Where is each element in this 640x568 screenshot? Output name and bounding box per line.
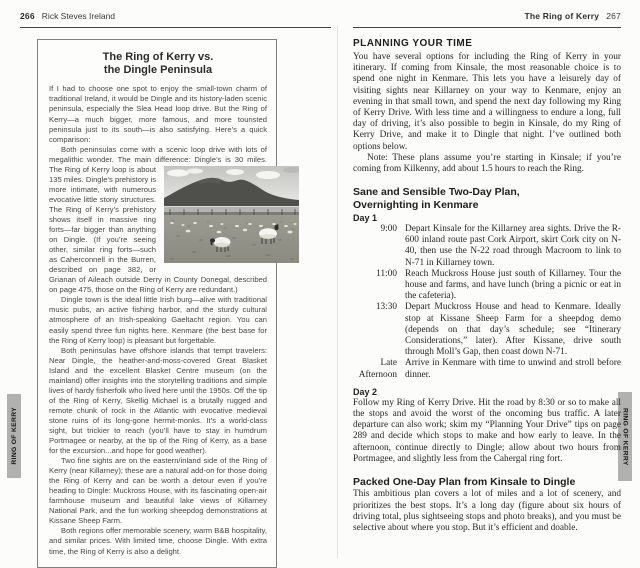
itinerary-row bbox=[353, 224, 621, 269]
itinerary-time: 11:00 bbox=[376, 268, 397, 279]
photo-illustration bbox=[164, 166, 299, 263]
day2-paragraph: Follow my Ring of Kerry Drive. Hit the road by 8:30 or so to make all the stops and avoid the worst of the oncoming bus traffic. A later departure can also work; skim my “Planning Your Drive” tips on page 289 and decide which stops to make and how early to leave. In the afternoon, continue directly to Dingle; allow about two hours from Portmagee, and slightly less from the Cahergal ring fort. bbox=[353, 397, 621, 464]
sidebar-box-title-line1: The Ring of Kerry vs. bbox=[102, 51, 214, 63]
page-gutter-line bbox=[337, 26, 338, 558]
box-paragraph-2a: Both peninsulas come with a scenic loop drive with lots of megalithic wonder. The main difference: Dingle’s is 30 miles. bbox=[49, 144, 267, 164]
sheep-pasture-with-hills-photo bbox=[164, 166, 299, 263]
itinerary-time: 13:30 bbox=[375, 302, 397, 313]
left-section-tab-label: RING OF KERRY bbox=[10, 407, 18, 465]
itinerary-text: Depart Muckross House and head to Kenmare. Ideally stop at Kissane Sheep Farm for a sheepdog demo (depends on that day’s schedule; see “Itinerary Considerations,” later). After Kissane, drive south through Moll’s Gap, then coast down N-71. bbox=[405, 302, 621, 358]
itinerary-row bbox=[353, 302, 621, 358]
two-day-plan-heading-line1: Sane and Sensible Two-Day Plan, bbox=[353, 186, 520, 199]
right-page bbox=[353, 11, 621, 534]
left-section-tab bbox=[7, 394, 21, 478]
one-day-plan-heading: Packed One-Day Plan from Kinsale to Dingle bbox=[353, 476, 576, 489]
left-page-header bbox=[20, 11, 331, 28]
right-running-title: The Ring of Kerry bbox=[524, 11, 600, 21]
box-paragraph-3: Dingle town is the ideal little Irish burg—alive with traditional music pubs, an active fishing harbor, and the sturdy cultural atmosphere of an Irish-speaking Gaeltacht region. You can easily spend three fun nights here. Kenmare (the best base for the Ring of Kerry loop) is pleasant but forgettable. bbox=[49, 295, 267, 345]
itinerary-row bbox=[353, 358, 621, 380]
itinerary-text: Arrive in Kenmare with time to unwind and stroll before dinner. bbox=[405, 358, 621, 380]
sidebar-box-title bbox=[49, 51, 267, 77]
box-paragraph-1: If I had to choose one spot to enjoy the small-town charm of traditional Ireland, it would be Dingle and its history-laden scenic peninsula, especially the Slea Head loop drive. But the Ring of Kerry—a much bigger, more famous, and more touristed peninsula just to its south—is also satisfying. Here’s a quick comparison: bbox=[49, 84, 267, 144]
planning-your-time-heading: PLANNING YOUR TIME bbox=[353, 38, 473, 49]
sidebar-box-title-line2: the Dingle Peninsula bbox=[103, 64, 213, 77]
right-section-tab-label: RING OF KERRY bbox=[621, 407, 629, 466]
itinerary-text: Reach Muckross House just south of Killarney. Tour the house and farms, and have lunch (bring a picnic or eat in the cafeteria). bbox=[405, 268, 621, 302]
left-running-title: Rick Steves Ireland bbox=[41, 11, 116, 21]
box-paragraph-5: Two fine sights are on the eastern/inland side of the Ring of Kerry (near Killarney); these are a natural add-on for those doing the Ring of Kerry and can be worth a detour even if you’re heading to Dingle: Muckross House, with its fascinating open-air farmhouse museum and beautiful lake views of Killarney National Park, and the fun working sheepdog demonstrations at Kissane Sheep Farm. bbox=[49, 456, 267, 526]
day1-label: Day 1 bbox=[353, 212, 378, 223]
one-day-plan-paragraph: This ambitious plan covers a lot of miles and a lot of scenery, and prioritizes the best stops. It’s a long day (figure about six hours of driving total, plus sightseeing stops and photo breaks), and you must be selective about where you stop. But it’s efficient and doable. bbox=[353, 489, 621, 534]
sidebar-box bbox=[37, 39, 277, 568]
left-page-number: 266 bbox=[20, 11, 35, 21]
box-paragraph-4: Both peninsulas have offshore islands that tempt travelers: Near Dingle, the heather-and-moss-covered Great Blasket Island and the excellent Blasket Centre museum (on the mainland) offer insights into the storytelling traditions and simple lives of hardy fisherfolk who lived here until the 1950s. Off the tip of the Ring of Kerry, Skellig Michael is a brutally rugged and remote chunk of rock in the Atlantic with evocative medieval stone ruins of its long-gone hermit-monks. It’s a world-class sight, but trickier to reach (you’ll have to stay in humdrum Portmagee or nearby, at the tip of the Ring of Kerry, as a base for the excursion...and hope for good weather). bbox=[49, 345, 267, 456]
box-paragraph-6: Both regions offer memorable scenery, warm B&B hospitality, and similar prices. With limited time, choose Dingle. With extra time, the Ring of Kerry is also a delight. bbox=[49, 526, 267, 556]
planning-note: Note: These plans assume you’re starting in Kinsale; if you’re coming from Kilkenny, add about 1.5 hours to reach the Ring. bbox=[353, 152, 621, 175]
itinerary-time: 9:00 bbox=[380, 223, 397, 234]
two-day-plan-heading-line2: Overnighting in Kenmare bbox=[353, 198, 479, 211]
itinerary-time: Late Afternoon bbox=[358, 358, 397, 380]
two-day-plan-heading bbox=[353, 186, 621, 211]
day2-label: Day 2 bbox=[353, 386, 378, 397]
itinerary-text: Depart Kinsale for the Killarney area sights. Drive the R-600 inland route past Cork Airport, skirt Cork city on N-40, then use the N-22 road through Macroom to link to N-71 in Killarney town. bbox=[405, 223, 621, 268]
planning-paragraph: You have several options for including the Ring of Kerry in your itinerary. If coming from Kinsale, the most reasonable choice is to spend one night in Kenmare. This lets you have a leisurely day of visiting sights near Killarney on your way to Kenmare, enjoy an evening in that small town, and spend the next day following my Ring of Kerry Drive. With less time and a willingness to endure a long, full day of driving, it’s also possible to begin in Kinsale, do my Ring of Kerry Drive, and make it to Dingle that night. I’ve outlined both options below. bbox=[353, 52, 621, 152]
box-paragraph-2b: The Ring of Kerry loop is about 135 miles. Dingle’s prehistory is more intimate, with numerous evocative little stony structures. The Ring of Kerry’s prehistory shows itself in massive ring forts—far bigger than anything on Dingle. (If you’re seeing other, similar ring forts—such as Caherconnell in the Burren, described on page 382, or Grianan of Aileach outside Derry in County Donegal, described on page 475, those on the Ring of Kerry are redundant.) bbox=[49, 164, 267, 295]
right-page-number: 267 bbox=[606, 11, 621, 21]
box-paragraph-2 bbox=[49, 145, 267, 296]
itinerary-row bbox=[353, 269, 621, 303]
day1-itinerary bbox=[353, 224, 621, 381]
left-page bbox=[20, 11, 331, 568]
right-page-header bbox=[353, 11, 621, 28]
